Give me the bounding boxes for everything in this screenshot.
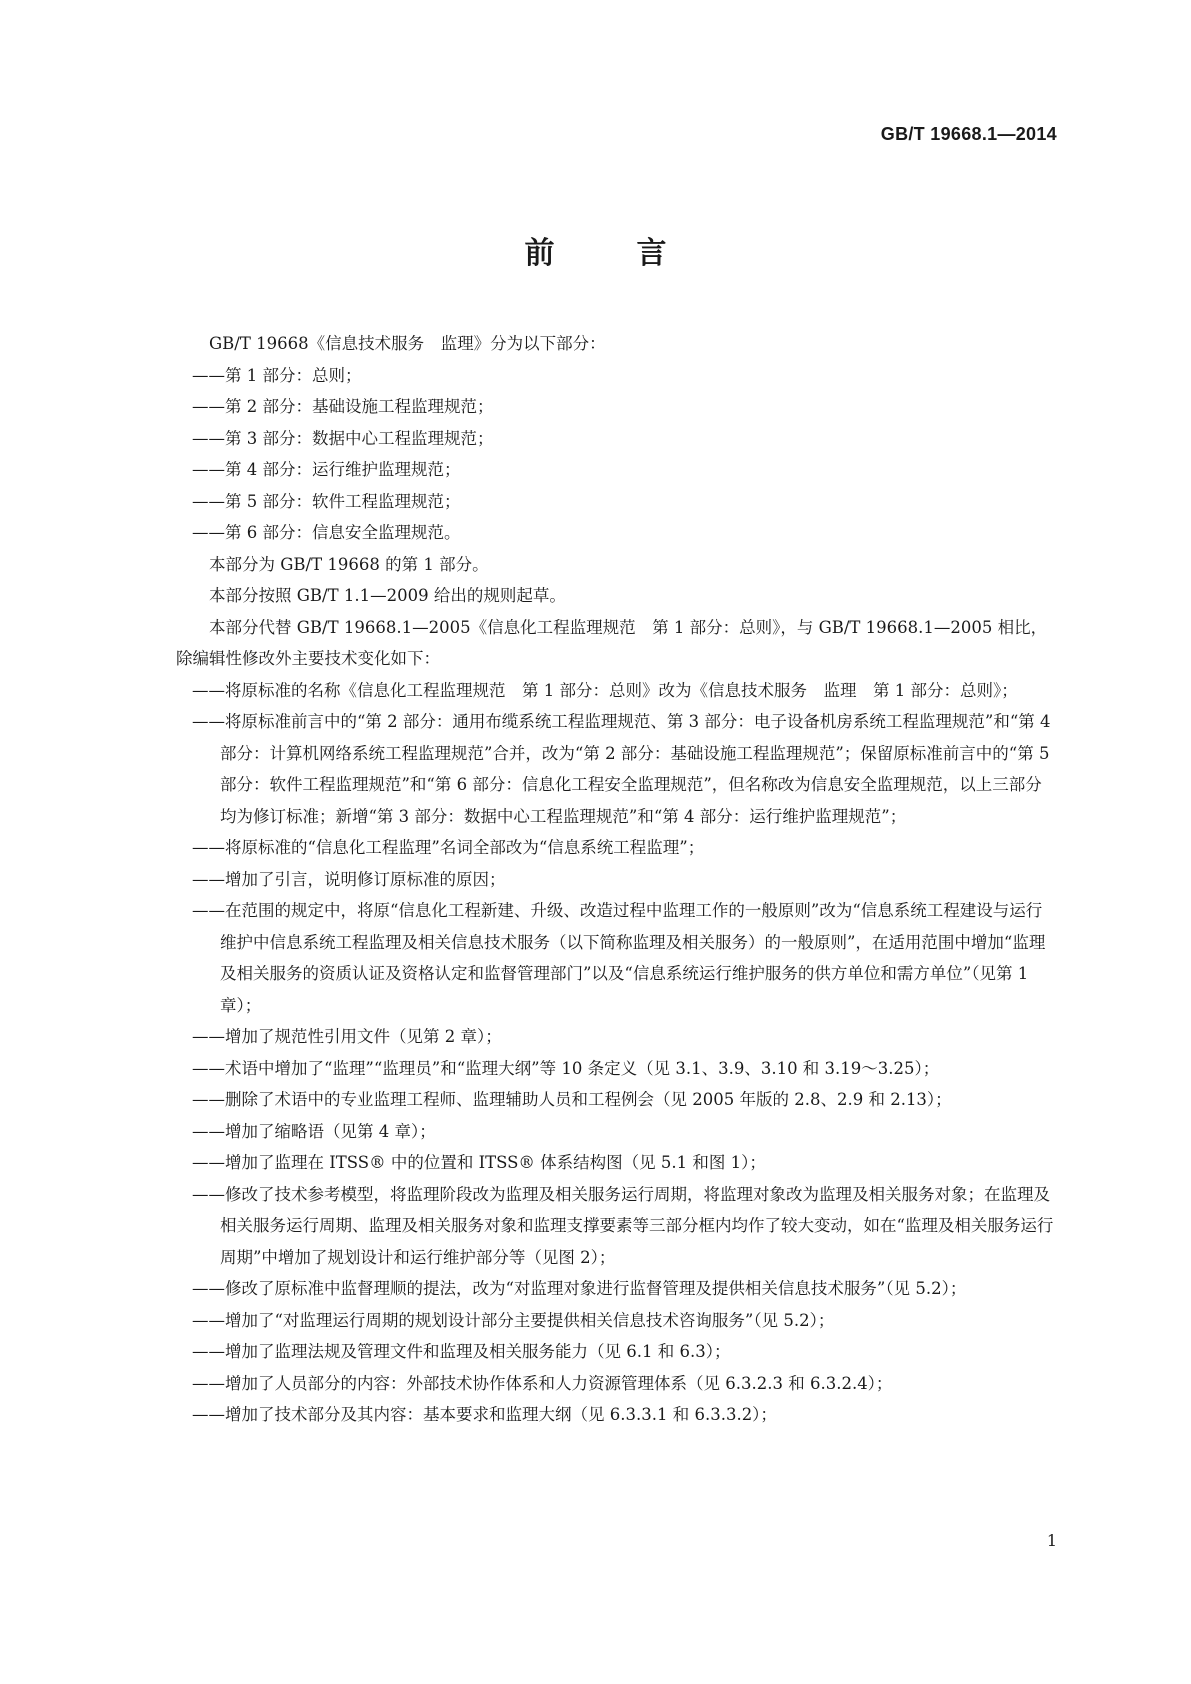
list-item: ——增加了引言，说明修订原标准的原因； (192, 869, 506, 889)
list-item: ——修改了原标准中监督理顺的提法，改为“对监理对象进行监督管理及提供相关信息技术服务”（见 5.2）； (192, 1279, 967, 1298)
paragraph: GB/T 19668《信息技术服务 监理》分为以下部分： (209, 334, 606, 353)
paragraph: 本部分代替 GB/T 19668.1—2005《信息化工程监理规范 第 1 部分：总则》，与 GB/T 19668.1—2005 相比，除编辑性修改外主要技术变化如下： (176, 617, 1048, 668)
paragraph: 本部分按照 GB/T 1.1—2009 给出的规则起草。 (209, 586, 566, 605)
list-item: ——第 4 部分：运行维护监理规范； (192, 460, 461, 479)
list-item: ——第 6 部分：信息安全监理规范。 (192, 523, 461, 542)
list-item: ——第 2 部分：基础设施工程监理规范； (192, 397, 494, 416)
list-item: ——增加了监理在 ITSS® 中的位置和 ITSS® 体系结构图（见 5.1 和图 1）； (192, 1153, 766, 1172)
list-item: ——将原标准的名称《信息化工程监理规范 第 1 部分：总则》改为《信息技术服务 监理 第 1 部分：总则》； (192, 680, 1018, 700)
list-item: ——修改了技术参考模型，将监理阶段改为监理及相关服务运行周期，将监理对象改为监理及相关服务对象；在监理及相关服务运行周期、监理及相关服务对象和监理支撑要素等三部分框内均作了较大变动，如在“监理及相关服务运行周期”中增加了规划设计和运行维护部分等（见图 2）； (192, 1184, 1054, 1267)
page-title: 前 言 (524, 236, 693, 271)
list-item: ——第 5 部分：软件工程监理规范； (192, 491, 461, 511)
list-item: ——增加了缩略语（见第 4 章）； (192, 1121, 436, 1141)
list-item: ——术语中增加了“监理”“监理员”和“监理大纲”等 10 条定义（见 3.1、3.9、3.10 和 3.19～3.25）； (192, 1058, 940, 1078)
page-number: 1 (1046, 1531, 1057, 1550)
paragraph: 本部分为 GB/T 19668 的第 1 部分。 (209, 554, 489, 574)
list-item: ——将原标准的“信息化工程监理”名词全部改为“信息系统工程监理”； (192, 838, 705, 857)
list-item: ——删除了术语中的专业监理工程师、监理辅助人员和工程例会（见 2005 年版的 2.8、2.9 和 2.13）； (192, 1090, 952, 1109)
list-item: ——增加了人员部分的内容：外部技术协作体系和人力资源管理体系（见 6.3.2.3 和 6.3.2.4）； (192, 1373, 893, 1393)
list-item: ——将原标准前言中的“第 2 部分：通用布缆系统工程监理规范、第 3 部分：电子设备机房系统工程监理规范”和“第 4 部分：计算机网络系统工程监理规范”合并，改为“第 2 部分：基础设施工程监理规范”；保留原标准前言中的“第 5 部分：软件工程监理规范”和“第 6 部分：信息化工程安全监理规范”，但名称改为信息安全监理规范，以上三部分均为修订标准；新增“第 3 部分：数据中心工程监理规范”和“第 4 部分：运行维护监理规范”； (192, 712, 1051, 826)
list-item: ——增加了监理法规及管理文件和监理及相关服务能力（见 6.1 和 6.3）； (192, 1342, 731, 1361)
list-item: ——增加了规范性引用文件（见第 2 章）； (192, 1027, 502, 1046)
list-item: ——在范围的规定中，将原“信息化工程新建、升级、改造过程中监理工作的一般原则”改为“信息系统工程建设与运行维护中信息系统工程监理及相关信息技术服务（以下简称监理及相关服务）的一般原则”，在适用范围中增加“监理及相关服务的资质认证及资格认定和监督管理部门”以及“信息系统运行维护服务的供方单位和需方单位”（见第 1 章）； (192, 901, 1046, 1015)
foreword-body (176, 328, 1056, 1431)
list-item: ——第 3 部分：数据中心工程监理规范； (192, 428, 494, 448)
list-item: ——增加了“对监理运行周期的规划设计部分主要提供相关信息技术咨询服务”（见 5.2）； (192, 1310, 835, 1330)
list-item: ——增加了技术部分及其内容：基本要求和监理大纲（见 6.3.3.1 和 6.3.3.2）； (192, 1405, 777, 1424)
standard-code: GB/T 19668.1—2014 (880, 124, 1057, 144)
list-item: ——第 1 部分：总则； (192, 365, 362, 385)
